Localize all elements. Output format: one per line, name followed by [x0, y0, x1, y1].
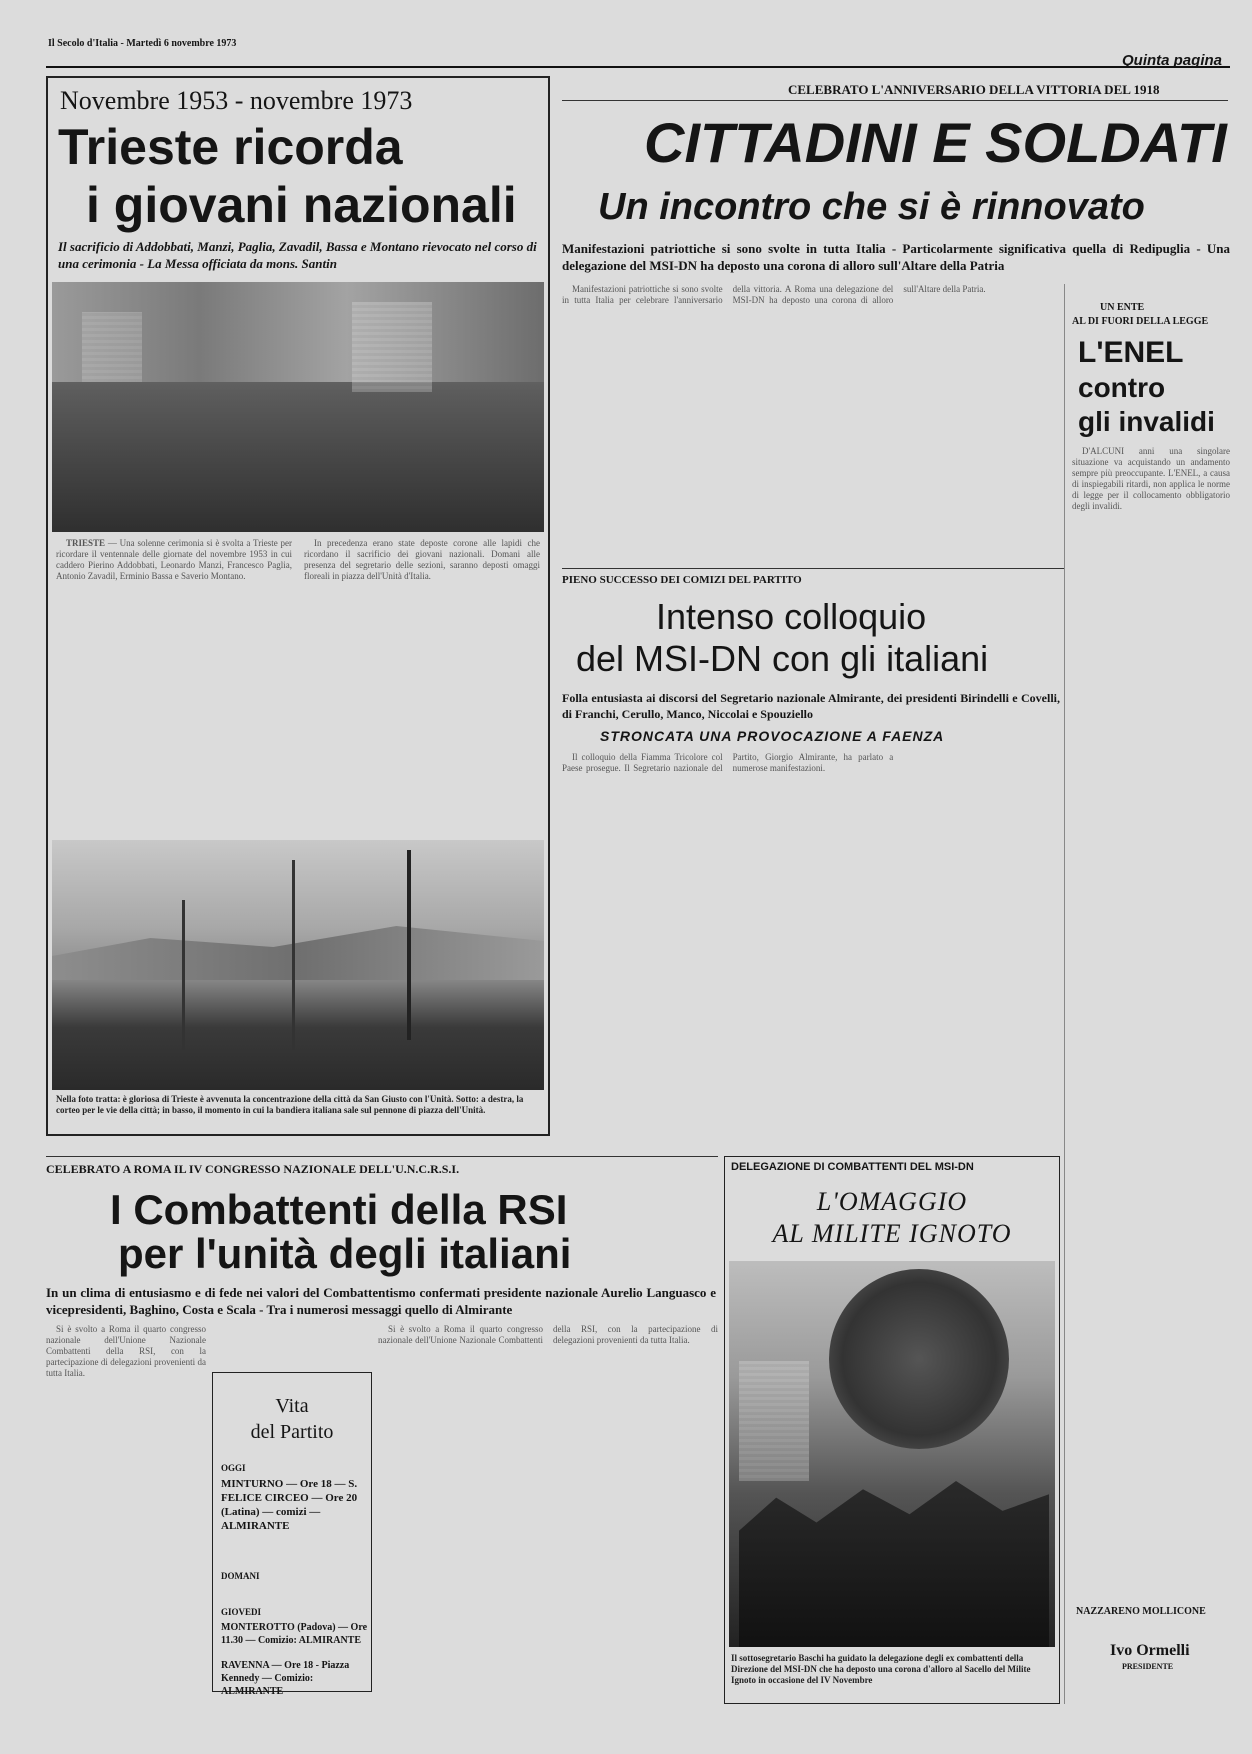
trieste-title-line2: i giovani nazionali — [86, 177, 517, 233]
combattenti-text-cont: Si è svolto a Roma il quarto congresso nazionale dell'Unione Nazionale Combattenti della RSI, con la partecipazione di delegazioni provenienti da tutta Italia. — [378, 1324, 718, 1345]
cittadini-summary: Manifestazioni patriottiche si sono svolte in tutta Italia - Particolarmente significativa quella di Redipuglia - Una delegazione del MSI-DN ha deposto una corona di alloro sull'Altare della Patria — [562, 241, 1230, 273]
trieste-ceremony-photo — [52, 840, 544, 1090]
combattenti-text: Si è svolto a Roma il quarto congresso nazionale dell'Unione Nazionale Combattenti della RSI, con la partecipazione di delegazioni provenienti da tutta Italia. — [46, 1324, 206, 1378]
vita-item-1: MINTURNO — Ore 18 — S. FELICE CIRCEO — Ore 20 (Latina) — comizi — ALMIRANTE — [221, 1478, 358, 1532]
vita-giovedi: GIOVEDI — [221, 1607, 262, 1617]
cittadini-subtitle: Un incontro che si è rinnovato — [598, 186, 1145, 228]
trieste-title-line1: Trieste ricorda — [58, 119, 403, 175]
trieste-crowd-photo — [52, 282, 544, 532]
comizi-kicker: PIENO SUCCESSO DEI COMIZI DEL PARTITO — [562, 574, 802, 586]
omaggio-box — [724, 1156, 1060, 1704]
omaggio-kicker: DELEGAZIONE DI COMBATTENTI DEL MSI-DN — [731, 1161, 974, 1173]
vita-item-2: MONTEROTTO (Padova) — Ore 11.30 — Comizio: ALMIRANTE — [221, 1622, 368, 1646]
enel-title-2: contro — [1078, 372, 1166, 403]
trieste-kicker: Novembre 1953 - novembre 1973 — [60, 86, 413, 115]
vita-item-3: RAVENNA — Ore 18 - Piazza Kennedy — Comizio: ALMIRANTE — [221, 1660, 350, 1697]
enel-title-1: L'ENEL — [1078, 336, 1184, 369]
cittadini-text: Manifestazioni patriottiche si sono svolte in tutta Italia per celebrare l'anniversario della vittoria. A Roma una delegazione del MSI-DN ha deposto una corona di alloro sull'Altare della Patria. — [562, 284, 986, 305]
enel-kicker-1: UN ENTE — [1100, 302, 1145, 313]
comizi-text: Il colloquio della Fiamma Tricolore col Paese prosegue. Il Segretario nazionale del Partito, Giorgio Almirante, ha parlato a numerose manifestazioni. — [562, 752, 894, 773]
combattenti-kicker: CELEBRATO A ROMA IL IV CONGRESSO NAZIONALE DELL'U.N.C.R.S.I. — [46, 1162, 460, 1176]
comizi-top-rule — [562, 568, 1064, 569]
vita-oggi: OGGI — [221, 1463, 246, 1473]
cittadini-rule — [562, 100, 1228, 101]
omaggio-title-2: AL MILITE IGNOTO — [772, 1219, 1012, 1248]
comizi-title-1: Intenso colloquio — [656, 596, 927, 637]
header-rule — [46, 66, 1230, 68]
cittadini-title: CITTADINI E SOLDATI — [644, 111, 1227, 174]
vita-box — [212, 1372, 372, 1697]
vita-title-1: Vita — [275, 1395, 309, 1417]
combattenti-body-right — [378, 1324, 718, 1724]
vita-title-2: del Partito — [250, 1421, 334, 1443]
enel-kicker-2: AL DI FUORI DELLA LEGGE — [1072, 316, 1209, 327]
page-name: Quinta pagina — [1121, 52, 1222, 69]
combattenti-body-left — [46, 1324, 206, 1724]
trieste-lead-text: — Una solenne cerimonia si è svolta a Trieste per ricordare il ventennale delle giornate del novembre 1953 in cui caddero Pierino Addobbati, Leonardo Manzi, Francesco Paglia, Antonio Zavadil, Erminio Bassa e Saverio Montano. — [56, 538, 292, 581]
enel-body — [1072, 446, 1230, 1586]
cittadini-body — [562, 284, 1064, 564]
trieste-article — [46, 76, 550, 1136]
omaggio-title-1: L'OMAGGIO — [816, 1187, 968, 1216]
combattenti-title-1: I Combattenti della RSI — [110, 1186, 568, 1233]
comizi-body — [562, 752, 1064, 1132]
comizi-strap: STRONCATA UNA PROVOCAZIONE A FAENZA — [600, 728, 945, 744]
folio: Il Secolo d'Italia - Martedì 6 novembre 1973 — [48, 38, 237, 49]
cittadini-kicker: CELEBRATO L'ANNIVERSARIO DELLA VITTORIA DEL 1918 — [788, 82, 1160, 97]
combattenti-title-2: per l'unità degli italiani — [118, 1230, 572, 1277]
footer-director-label: PRESIDENTE — [1122, 1662, 1174, 1671]
comizi-title-2: del MSI-DN con gli italiani — [576, 638, 989, 679]
trieste-lead-word: TRIESTE — [66, 538, 106, 548]
footer-director: Ivo Ormelli — [1110, 1642, 1190, 1659]
trieste-col2-text: In precedenza erano state deposte corone alle lapidi che ricordano il sacrificio dei giovani nazionali. Domani alle presenza del segretario delle sezioni, saranno deposti omaggi floreali in piazza dell'Unità d'Italia. — [304, 538, 540, 581]
combattenti-rule — [46, 1156, 718, 1157]
enel-text: D'ALCUNI anni una singolare situazione va acquistando un andamento sempre più preoccupante. L'ENEL, a causa di inspiegabili ritardi, non applica le norme di legge per il collocamento obbligatorio degli invalidi. — [1072, 446, 1230, 511]
trieste-caption: Nella foto tratta: è gloriosa di Trieste è avvenuta la concentrazione della città da San Giusto con l'Unità. Sotto: a destra, la corteo per le vie della città; in basso, il momento in cui la bandiera italiana sale sul pennone di piazza dell'Unità. — [56, 1094, 524, 1115]
enel-title-3: gli invalidi — [1078, 406, 1215, 437]
omaggio-photo — [729, 1261, 1055, 1647]
trieste-summary: Il sacrificio di Addobbati, Manzi, Paglia, Zavadil, Bassa e Montano rievocato nel corso di una cerimonia - La Messa officiata da mons. Santin — [58, 239, 537, 271]
omaggio-caption: Il sottosegretario Baschi ha guidato la delegazione degli ex combattenti della Direzione del MSI-DN che ha deposto una corona d'alloro al Sacello del Milite Ignoto in occasione del IV Novembre — [731, 1653, 1031, 1685]
enel-signature: NAZZARENO MOLLICONE — [1076, 1606, 1206, 1617]
vita-domani: DOMANI — [221, 1571, 260, 1581]
combattenti-summary: In un clima di entusiasmo e di fede nei valori del Combattentismo confermati presidente nazionale Aurelio Languasco e vicepresidenti, Baghino, Costa e Scala - Tra i numerosi messaggi quello di Almirante — [46, 1285, 716, 1317]
comizi-summary: Folla entusiasta ai discorsi del Segretario nazionale Almirante, dei presidenti Birindelli e Covelli, di Franchi, Cerullo, Manco, Niccolai e Spouziello — [562, 691, 1060, 721]
sidebar-rule — [1064, 284, 1065, 1704]
